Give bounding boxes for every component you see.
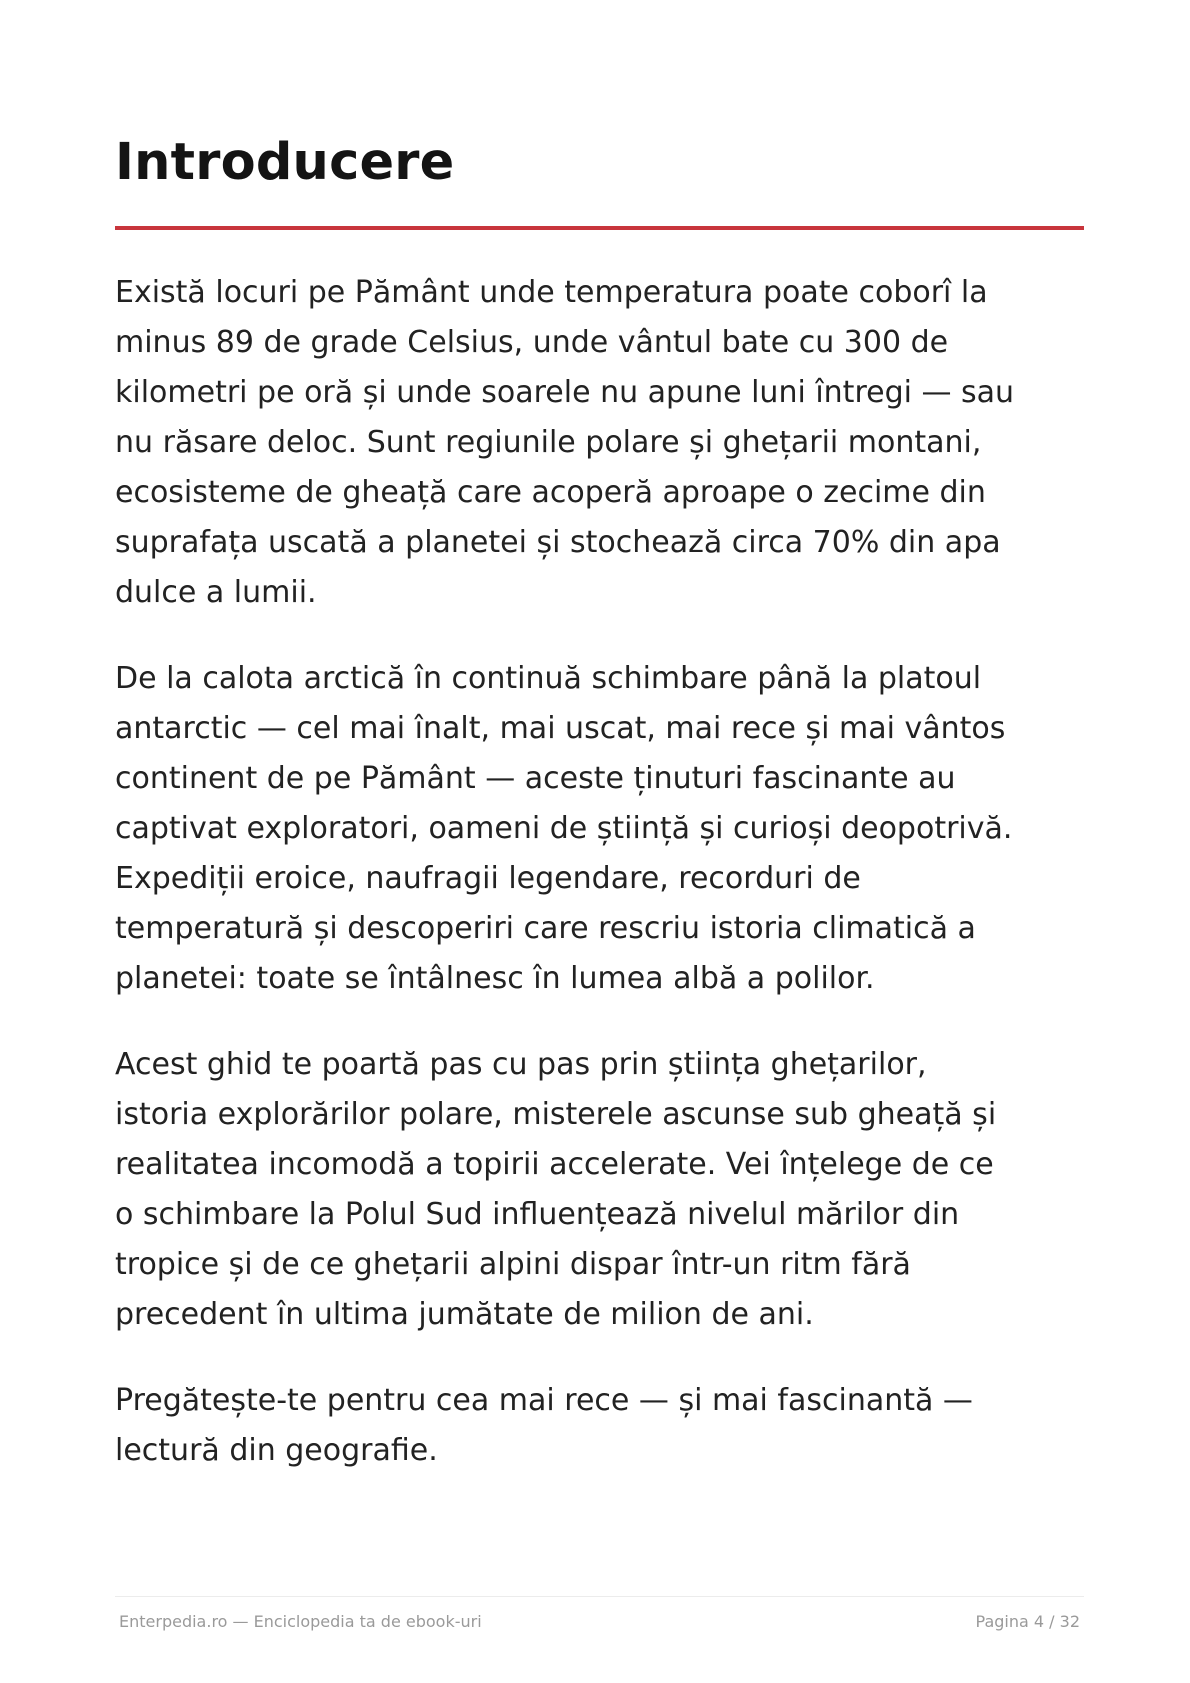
paragraph-line: Pregătește-te pentru cea mai rece — și mai fascinantă — — [115, 1383, 973, 1418]
paragraph-line: Acest ghid te poartă pas cu pas prin știința ghețarilor, — [115, 1047, 927, 1082]
paragraph-line: nu răsare deloc. Sunt regiunile polare și ghețarii montani, — [115, 425, 982, 460]
paragraph-line: istoria explorărilor polare, misterele ascunse sub gheață și — [115, 1097, 997, 1132]
paragraph-line: realitatea incomodă a topirii accelerate. Vei înțelege de ce — [115, 1147, 994, 1182]
paragraph-line: continent de pe Pământ — aceste ținuturi fascinante au — [115, 761, 956, 796]
body-text — [115, 268, 1090, 1512]
footer-source: Enterpedia.ro — Enciclopedia ta de ebook-uri — [119, 1612, 482, 1631]
paragraph-line: tropice și de ce ghețarii alpini dispar într-un ritm fără — [115, 1247, 911, 1282]
paragraph-line: o schimbare la Polul Sud influențează nivelul mărilor din — [115, 1197, 960, 1232]
paragraph-3 — [115, 1040, 1090, 1340]
paragraph-2 — [115, 654, 1090, 1004]
paragraph-line: Există locuri pe Pământ unde temperatura poate coborî la — [115, 275, 988, 310]
paragraph-line: temperatură și descoperiri care rescriu istoria climatică a — [115, 911, 976, 946]
paragraph-line: lectură din geografie. — [115, 1433, 438, 1468]
paragraph-line: precedent în ultima jumătate de milion de ani. — [115, 1297, 814, 1332]
paragraph-line: dulce a lumii. — [115, 575, 317, 610]
footer-divider — [115, 1596, 1084, 1597]
paragraph-line: kilometri pe oră și unde soarele nu apune luni întregi — sau — [115, 375, 1015, 410]
paragraph-line: ecosisteme de gheață care acoperă aproape o zecime din — [115, 475, 986, 510]
paragraph-line: antarctic — cel mai înalt, mai uscat, mai rece și mai vântos — [115, 711, 1006, 746]
paragraph-1 — [115, 268, 1090, 618]
title-divider — [115, 226, 1084, 230]
paragraph-line: suprafața uscată a planetei și stochează circa 70% din apa — [115, 525, 1001, 560]
paragraph-4 — [115, 1376, 1090, 1476]
paragraph-line: minus 89 de grade Celsius, unde vântul bate cu 300 de — [115, 325, 949, 360]
paragraph-line: captivat exploratori, oameni de știință și curioși deopotrivă. — [115, 811, 1013, 846]
paragraph-line: De la calota arctică în continuă schimbare până la platoul — [115, 661, 982, 696]
page-title: Introducere — [115, 133, 455, 192]
page-number: Pagina 4 / 32 — [975, 1612, 1080, 1631]
paragraph-line: planetei: toate se întâlnesc în lumea albă a polilor. — [115, 961, 875, 996]
paragraph-line: Expediții eroice, naufragii legendare, recorduri de — [115, 861, 861, 896]
